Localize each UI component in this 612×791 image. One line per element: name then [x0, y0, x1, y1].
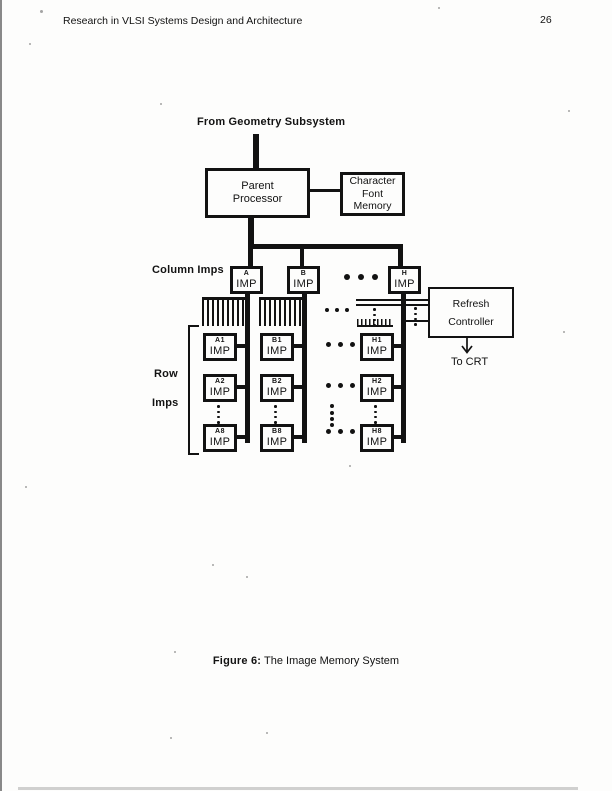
vertical-ellipsis-h	[374, 404, 377, 425]
scan-speck	[40, 10, 43, 13]
row-imp-a1-label: IMP	[209, 345, 231, 357]
column-imp-box-h	[388, 266, 421, 294]
row-imp-a2-label: IMP	[209, 386, 231, 398]
row-imp-b2-label: IMP	[266, 386, 288, 398]
column-imp-a-sublabel: A	[243, 270, 250, 277]
row-imp-h1-sublabel: H1	[372, 337, 382, 344]
column-imp-b-label: IMP	[293, 278, 314, 290]
h-wire-left-2	[356, 304, 401, 306]
row8-ellipsis-dots	[322, 429, 358, 434]
column-imp-h-label: IMP	[394, 278, 415, 290]
row1-a-connector	[237, 344, 245, 348]
char-font-memory-label-1: Character	[349, 175, 396, 188]
row8-a-connector	[237, 435, 245, 439]
figure-caption-text: The Image Memory System	[261, 655, 400, 667]
row2-ellipsis-dots	[322, 383, 358, 388]
row2-b-connector	[294, 385, 302, 389]
row-imp-a1-sublabel: A1	[215, 337, 225, 344]
h-wire-right-2	[406, 304, 428, 306]
parent-processor-label-1: Parent	[241, 180, 274, 192]
row-imp-box-b8	[260, 424, 294, 452]
parent-processor-label-2: Processor	[232, 193, 283, 205]
h-wire-left-1	[356, 299, 401, 301]
row-bracket-arm-bottom	[188, 453, 199, 455]
scan-speck	[212, 564, 214, 566]
parent-bus-drop	[248, 218, 254, 245]
column-imps-label: Column Imps	[152, 264, 224, 276]
vertical-ellipsis-mid	[330, 403, 334, 429]
row1-b-connector	[294, 344, 302, 348]
h-wire-right-1	[406, 299, 428, 301]
row-imp-box-a1	[203, 333, 237, 361]
row-imp-box-b1	[260, 333, 294, 361]
row1-ellipsis-dots	[322, 342, 358, 347]
refresh-controller-label-2: Controller	[448, 315, 494, 328]
figure-caption-prefix: Figure 6:	[212, 655, 262, 667]
scan-speck	[349, 465, 351, 467]
scan-speck	[25, 486, 27, 488]
parent-to-fontmemory-link	[310, 189, 340, 192]
h-wire-right-3	[406, 320, 428, 322]
row2-h-connector	[394, 385, 401, 389]
bus-drop-a	[248, 249, 253, 267]
row-imp-a8-label: IMP	[209, 436, 231, 448]
scan-speck	[160, 103, 162, 105]
memory-hatch-b	[259, 297, 303, 326]
scan-speck	[438, 7, 440, 9]
row-imps-label-2: Imps	[152, 397, 179, 409]
row-imp-b8-label: IMP	[266, 436, 288, 448]
char-font-memory-label-3: Memory	[353, 200, 392, 213]
memory-hatch-a	[202, 297, 246, 326]
row-bracket-arm-top	[188, 325, 199, 327]
column-ellipsis-dots	[340, 274, 382, 280]
scan-speck	[174, 651, 176, 653]
refresh-controller-label-1: Refresh	[452, 297, 490, 310]
page-number: 26	[540, 14, 552, 26]
row-imp-b8-sublabel: B8	[272, 428, 282, 435]
row-imp-box-h2	[360, 374, 394, 402]
vertical-ellipsis-b	[274, 404, 277, 425]
h-wire-vertical-dots-right	[414, 306, 417, 327]
geometry-feed-line	[253, 134, 259, 168]
row8-b-connector	[294, 435, 302, 439]
column-imp-a-label: IMP	[236, 278, 257, 290]
row-imps-label-1: Row	[154, 368, 178, 380]
column-bus-h	[401, 293, 406, 443]
row-imp-box-a8	[203, 424, 237, 452]
row-imp-h8-label: IMP	[366, 436, 388, 448]
h-wire-comb	[357, 319, 393, 327]
from-geometry-subsystem-label: From Geometry Subsystem	[197, 116, 346, 128]
row-imp-h8-sublabel: H8	[372, 428, 382, 435]
row1-h-connector	[394, 344, 401, 348]
row-imp-h1-label: IMP	[366, 345, 388, 357]
scan-speck	[170, 737, 172, 739]
refresh-controller-box	[428, 287, 514, 338]
row-imp-b1-label: IMP	[266, 345, 288, 357]
scan-speck	[266, 732, 268, 734]
column-imp-box-b	[287, 266, 320, 294]
row-imp-h2-sublabel: H2	[372, 378, 382, 385]
row-bracket-line	[188, 325, 190, 455]
char-font-memory-label-2: Font	[361, 187, 383, 200]
row-imp-b1-sublabel: B1	[272, 337, 282, 344]
row-imp-box-a2	[203, 374, 237, 402]
page-header-title: Research in VLSI Systems Design and Architecture	[63, 15, 303, 27]
row8-h-connector	[394, 435, 401, 439]
column-imp-h-sublabel: H	[401, 270, 408, 277]
hatch-ellipsis-dots	[322, 308, 352, 312]
row-imp-a2-sublabel: A2	[215, 378, 225, 385]
row-imp-box-b2	[260, 374, 294, 402]
parent-processor-box	[205, 168, 310, 218]
to-crt-arrow-icon	[459, 337, 475, 356]
column-imp-box-a	[230, 266, 263, 294]
column-imp-b-sublabel: B	[300, 270, 307, 277]
row-imp-a8-sublabel: A8	[215, 428, 225, 435]
bus-drop-b	[300, 249, 304, 267]
scan-speck	[29, 43, 31, 45]
character-font-memory-box	[340, 172, 405, 216]
scan-speck	[568, 110, 570, 112]
horizontal-bus	[248, 244, 403, 249]
row-imp-b2-sublabel: B2	[272, 378, 282, 385]
row-imp-h2-label: IMP	[366, 386, 388, 398]
scan-edge-bottom	[18, 787, 578, 790]
scan-edge-left	[0, 0, 2, 791]
to-crt-label: To CRT	[451, 356, 489, 368]
bus-drop-h	[398, 249, 403, 267]
row-imp-box-h1	[360, 333, 394, 361]
scan-speck	[246, 576, 248, 578]
row-imp-box-h8	[360, 424, 394, 452]
vertical-ellipsis-a	[217, 404, 220, 425]
figure-caption	[0, 655, 612, 667]
scan-speck	[563, 331, 565, 333]
row2-a-connector	[237, 385, 245, 389]
